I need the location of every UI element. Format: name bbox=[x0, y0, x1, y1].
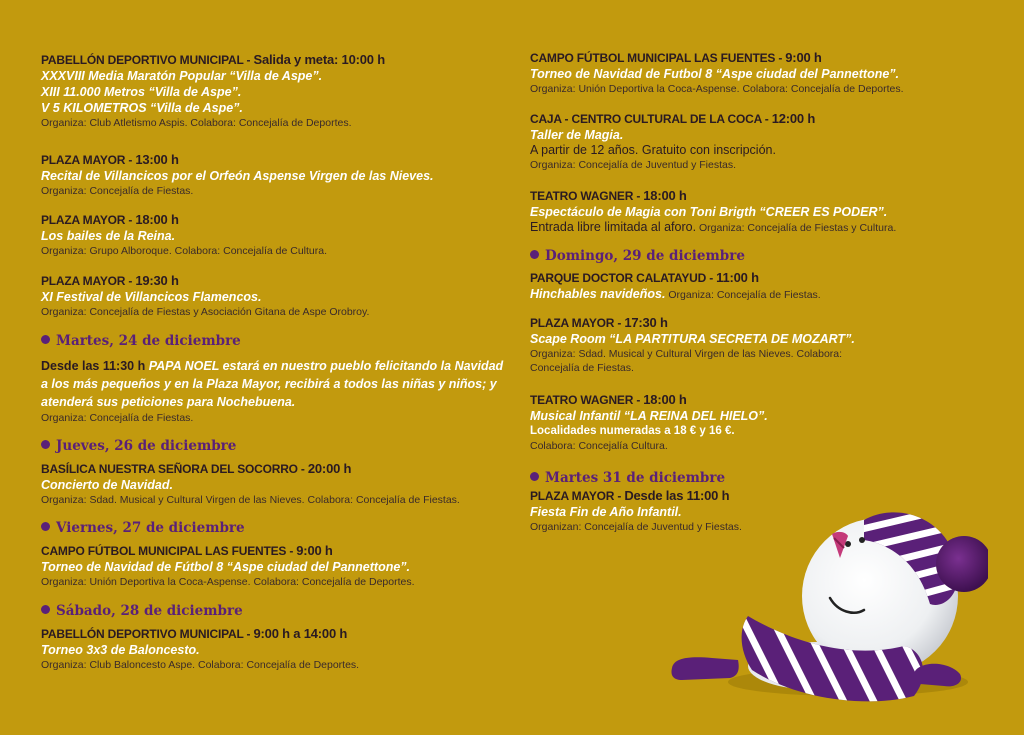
snowman-icon bbox=[668, 500, 988, 730]
event-location: CAMPO FÚTBOL MUNICIPAL LAS FUENTES bbox=[530, 51, 776, 65]
bullet-icon bbox=[41, 335, 50, 344]
event-time: 20:00 h bbox=[307, 461, 352, 476]
event-festival-flamencos: PLAZA MAYOR - 19:30 h XI Festival de Villancicos Flamencos. Organiza: Concejalía de Fiestas y Asociación Gitana de Aspe Orobroy. bbox=[41, 273, 521, 319]
event-title: Torneo de Navidad de Fútbol 8 “Aspe ciudad del Pannettone”. bbox=[41, 560, 411, 574]
event-title: Espectáculo de Magia con Toni Brigth “CREER ES PODER”. bbox=[530, 205, 888, 219]
event-organizer: Organiza: Unión Deportiva la Coca-Aspense. Colabora: Concejalía de Deportes. bbox=[530, 83, 904, 95]
event-title: Hinchables navideños. bbox=[530, 287, 666, 301]
event-scape-room: PLAZA MAYOR - 17:30 h Scape Room “LA PARTITURA SECRETA DE MOZART”. Organiza: Sdad. Musical y Cultural Virgen de las Nieves. Colabora: Concejalía de Fiestas. bbox=[530, 315, 1010, 375]
event-time: 12:00 h bbox=[771, 111, 816, 126]
event-title: Torneo 3x3 de Baloncesto. bbox=[41, 643, 200, 657]
event-organizer: Organiza: Concejalía de Fiestas. bbox=[41, 185, 194, 197]
event-organizer: Organiza: Concejalía de Fiestas. bbox=[665, 289, 821, 301]
event-fin-de-ano: PLAZA MAYOR - Desde las 11:00 h Fiesta Fin de Año Infantil. Organizan: Concejalía de Juventud y Fiestas. bbox=[530, 488, 1010, 534]
event-location: PLAZA MAYOR bbox=[530, 489, 615, 503]
event-organizer: Organiza: Sdad. Musical y Cultural Virgen de las Nieves. Colabora: bbox=[530, 348, 843, 360]
event-organizer: Organizan: Concejalía de Juventud y Fiestas. bbox=[530, 521, 742, 533]
event-location: CAJA - CENTRO CULTURAL DE LA COCA bbox=[530, 112, 762, 126]
event-half-marathon: PABELLÓN DEPORTIVO MUNICIPAL - Salida y meta: 10:00 h XXXVIII Media Maratón Popular “Villa de Aspe”. XIII 11.000 Metros “Villa de Aspe”. V 5 KILOMETROS “Villa de Aspe”. Organiza: Club Atletismo Aspis. Colabora: Concejalía de Deportes. bbox=[41, 52, 521, 130]
event-organizer: Organiza: Unión Deportiva la Coca-Aspense. Colabora: Concejalía de Deportes. bbox=[41, 576, 415, 588]
event-title: XI Festival de Villancicos Flamencos. bbox=[41, 290, 262, 304]
event-location: PLAZA MAYOR bbox=[41, 153, 126, 167]
event-torneo-futbol-right: CAMPO FÚTBOL MUNICIPAL LAS FUENTES - 9:00 h Torneo de Navidad de Futbol 8 “Aspe ciudad del Pannettone”. Organiza: Unión Deportiva la Coca-Aspense. Colabora: Concejalía de Deportes. bbox=[530, 50, 1010, 96]
event-organizer: Organiza: Club Atletismo Aspis. Colabora: Concejalía de Deportes. bbox=[41, 117, 352, 129]
bullet-icon bbox=[41, 440, 50, 449]
event-location: PABELLÓN DEPORTIVO MUNICIPAL bbox=[41, 627, 244, 641]
bullet-icon bbox=[41, 522, 50, 531]
event-espectaculo-magia: TEATRO WAGNER - 18:00 h Espectáculo de Magia con Toni Brigth “CREER ES PODER”. Entrada libre limitada al aforo. Organiza: Concejalía de Fiestas y Cultura. bbox=[530, 188, 1010, 236]
event-organizer: Concejalía de Fiestas. bbox=[530, 362, 634, 374]
event-details: A partir de 12 años. Gratuito con inscripción. bbox=[530, 143, 776, 157]
bullet-icon bbox=[41, 605, 50, 614]
event-organizer: Organiza: Sdad. Musical y Cultural Virgen de las Nieves. Colabora: Concejalía de Fiestas. bbox=[41, 494, 460, 506]
event-organizer: Organiza: Concejalía de Fiestas. bbox=[41, 412, 194, 424]
event-location: BASÍLICA NUESTRA SEÑORA DEL SOCORRO bbox=[41, 462, 298, 476]
event-location: TEATRO WAGNER bbox=[530, 393, 634, 407]
event-baloncesto: PABELLÓN DEPORTIVO MUNICIPAL - 9:00 h a 14:00 h Torneo 3x3 de Baloncesto. Organiza: Club Baloncesto Aspe. Colabora: Concejalía de Deportes. bbox=[41, 626, 521, 672]
event-organizer: Colabora: Concejalía Cultura. bbox=[530, 440, 668, 452]
event-hinchables: PARQUE DOCTOR CALATAYUD - 11:00 h Hinchables navideños. Organiza: Concejalía de Fiestas. bbox=[530, 270, 821, 301]
event-time: 9:00 h a 14:00 h bbox=[253, 626, 348, 641]
event-title: Fiesta Fin de Año Infantil. bbox=[530, 505, 682, 519]
event-prices: Localidades numeradas a 18 € y 16 €. bbox=[530, 425, 735, 437]
event-bailes-reina: PLAZA MAYOR - 18:00 h Los bailes de la Reina. Organiza: Grupo Alboroque. Colabora: Concejalía de Cultura. bbox=[41, 212, 521, 258]
event-title: Torneo de Navidad de Futbol 8 “Aspe ciudad del Pannettone”. bbox=[530, 67, 900, 81]
event-organizer: Organiza: Concejalía de Fiestas y Cultura. bbox=[696, 222, 897, 234]
event-time: 11:00 h bbox=[716, 270, 759, 285]
event-title: Musical Infantil “LA REINA DEL HIELO”. bbox=[530, 409, 768, 423]
event-reina-hielo: TEATRO WAGNER - 18:00 h Musical Infantil “LA REINA DEL HIELO”. Localidades numeradas a 18 € y 16 €. Colabora: Concejalía Cultura. bbox=[530, 392, 1010, 453]
event-time: Desde las 11:30 h bbox=[41, 359, 146, 373]
event-villancicos-recital: PLAZA MAYOR - 13:00 h Recital de Villancicos por el Orfeón Aspense Virgen de las Nieves. Organiza: Concejalía de Fiestas. bbox=[41, 152, 521, 198]
event-title: Recital de Villancicos por el Orfeón Aspense Virgen de las Nieves. bbox=[41, 169, 434, 183]
bullet-icon bbox=[530, 250, 539, 259]
event-time: 9:00 h bbox=[785, 50, 822, 65]
event-organizer: Organiza: Concejalía de Juventud y Fiestas. bbox=[530, 159, 737, 171]
event-time: 19:30 h bbox=[135, 273, 179, 288]
event-location: PLAZA MAYOR bbox=[41, 213, 126, 227]
event-organizer: Organiza: Grupo Alboroque. Colabora: Concejalía de Cultura. bbox=[41, 245, 328, 257]
bullet-icon bbox=[530, 472, 539, 481]
event-title: XXXVIII Media Maratón Popular “Villa de Aspe”. bbox=[41, 69, 323, 83]
day-heading: Domingo, 29 de diciembre bbox=[530, 247, 745, 265]
day-heading: Martes 31 de diciembre bbox=[530, 469, 725, 487]
event-location: TEATRO WAGNER bbox=[530, 189, 634, 203]
event-time: 18:00 h bbox=[643, 188, 687, 203]
event-title: Concierto de Navidad. bbox=[41, 478, 173, 492]
event-location: PARQUE DOCTOR CALATAYUD bbox=[530, 271, 707, 285]
event-time: Salida y meta: 10:00 h bbox=[253, 52, 385, 67]
event-details: Entrada libre limitada al aforo. bbox=[530, 220, 697, 234]
event-concierto-navidad: BASÍLICA NUESTRA SEÑORA DEL SOCORRO - 20:00 h Concierto de Navidad. Organiza: Sdad. Musical y Cultural Virgen de las Nieves. Colabora: Concejalía de Fiestas. bbox=[41, 461, 521, 507]
event-papa-noel bbox=[41, 357, 511, 425]
event-location: PLAZA MAYOR bbox=[530, 316, 615, 330]
day-heading: Viernes, 27 de diciembre bbox=[41, 519, 245, 537]
event-title: Los bailes de la Reina. bbox=[41, 229, 176, 243]
event-time: 18:00 h bbox=[135, 212, 179, 227]
event-location: PABELLÓN DEPORTIVO MUNICIPAL bbox=[41, 53, 244, 67]
event-organizer: Organiza: Club Baloncesto Aspe. Colabora: Concejalía de Deportes. bbox=[41, 659, 360, 671]
event-description: PAPA NOEL estará en nuestro pueblo felicitando la Navidad a los más pequeños y en la Plaza Mayor, recibirá a todos las niñas y niños; y atenderá sus peticiones para Nochebuena. bbox=[41, 359, 504, 409]
event-title: Scape Room “LA PARTITURA SECRETA DE MOZART”. bbox=[530, 332, 855, 346]
event-time: 9:00 h bbox=[296, 543, 333, 558]
event-torneo-futbol: CAMPO FÚTBOL MUNICIPAL LAS FUENTES - 9:00 h Torneo de Navidad de Fútbol 8 “Aspe ciudad del Pannettone”. Organiza: Unión Deportiva la Coca-Aspense. Colabora: Concejalía de Deportes. bbox=[41, 543, 521, 589]
event-title: XIII 11.000 Metros “Villa de Aspe”. bbox=[41, 85, 242, 99]
event-title: Taller de Magia. bbox=[530, 128, 624, 142]
event-title: V 5 KILOMETROS “Villa de Aspe”. bbox=[41, 101, 243, 115]
event-taller-magia: CAJA - CENTRO CULTURAL DE LA COCA - 12:00 h Taller de Magia. A partir de 12 años. Gratuito con inscripción. Organiza: Concejalía de Juventud y Fiestas. bbox=[530, 111, 1010, 172]
event-time: 13:00 h bbox=[135, 152, 179, 167]
day-heading: Martes, 24 de diciembre bbox=[41, 332, 241, 350]
event-location: CAMPO FÚTBOL MUNICIPAL LAS FUENTES bbox=[41, 544, 287, 558]
event-organizer: Organiza: Concejalía de Fiestas y Asociación Gitana de Aspe Orobroy. bbox=[41, 306, 370, 318]
day-heading: Sábado, 28 de diciembre bbox=[41, 602, 243, 620]
event-location: PLAZA MAYOR bbox=[41, 274, 126, 288]
event-time: 18:00 h bbox=[643, 392, 687, 407]
day-heading: Jueves, 26 de diciembre bbox=[41, 437, 236, 455]
event-time: 17:30 h bbox=[624, 315, 668, 330]
event-time: Desde las 11:00 h bbox=[624, 488, 730, 503]
